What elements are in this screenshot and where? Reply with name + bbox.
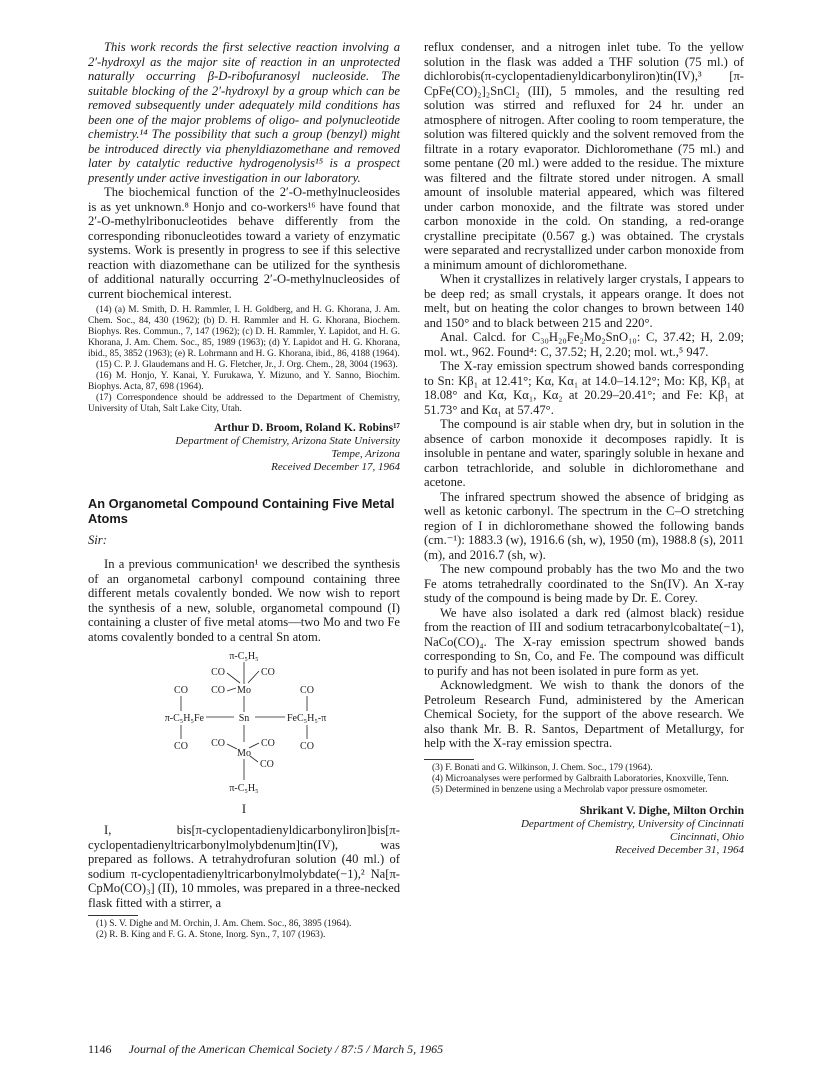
- procedure-paragraph: reflux condenser, and a nitrogen inlet tube. To the yellow solution in the flask was added a THF solution (75 ml.) of dichlorobis(π-cyclopentadienyldicarbonyliron)tin(IV),³ [π-CpFe(CO)₂]₂SnCl₂ (III), 5 mmoles, and the resulting red solution was stirred and refluxed for 24 hr. under an atmosphere of nitrogen. After cooling to room temperature, the solution was filtered quickly and the solvent removed from the filtrate in a rotary evaporator. Dichloromethane (75 ml.) and some pentane (20 ml.) were added to the residue. The mixture was filtered and the filtrate stored under nitrogen. A small amount of insoluble material appeared, which was filtered under carbon monoxide, and the filtrate was stored under carbon monoxide in the cold. On standing, a red-orange crystalline precipitate (0.567 g.) was obtained. The crystals were separated and recrystallized under carbon monoxide from a minimum amount of dichloromethane.: [424, 40, 744, 272]
- co-label: CO: [300, 685, 314, 696]
- footnote-14: (14) (a) M. Smith, D. H. Rammler, I. H. Goldberg, and H. G. Khorana, J. Am. Chem. Soc., 84, 430 (1962); (b) D. H. Rammler and H. G. Khorana, Biochem. Biophys. Res. Commun., 7, 147 (1962); (c) D. H. Rammler, Y. Lapidot, and H. G. Khorana, J. Am. Chem. Soc., 85, 1989 (1963); (d) Y. Lapidot and H. G. Khorana, ibid., 85, 3852 (1963); (e) R. Lohrmann and H. G. Khorana, ibid., 86, 4188 (1964).: [88, 305, 400, 359]
- sig1-authors: Arthur D. Broom, Roland K. Robins¹⁷: [213, 422, 400, 434]
- acknowledgment-paragraph: Acknowledgment. We wish to thank the donors of the Petroleum Research Fund, administered by the American Chemical Society, for the support of the above research. We also thank Mr. B. R. Santos, Department of Metallurgy, for help with the X-ray emission spectra.: [424, 678, 744, 750]
- co-label: CO: [174, 685, 188, 696]
- sig1-place: Tempe, Arizona: [331, 448, 400, 460]
- footnote-15: (15) C. P. J. Glaudemans and H. G. Fletcher, Jr., J. Org. Chem., 28, 3004 (1963).: [96, 360, 398, 370]
- footnotes-top: [88, 305, 400, 415]
- mo-bottom-label: Mo: [237, 748, 251, 759]
- mo-top-label: Mo: [237, 685, 251, 696]
- cp-top-label: π-C₅H₅: [229, 651, 259, 662]
- sig1-received: Received December 17, 1964: [271, 461, 400, 473]
- co-label: CO: [211, 685, 225, 696]
- footnote-4: (4) Microanalyses were performed by Galbraith Laboratories, Knoxville, Tenn.: [432, 773, 729, 784]
- fe-left-label: π-C₅H₅Fe: [164, 713, 204, 724]
- footnote-5: (5) Determined in benzene using a Mechrolab vapor pressure osmometer.: [432, 784, 708, 795]
- footnote-2: (2) R. B. King and F. G. A. Stone, Inorg. Syn., 7, 107 (1963).: [96, 930, 326, 940]
- crystals-paragraph: When it crystallizes in relatively larger crystals, I appears to be deep red; as small crystals, it appears orange. It does not melt, but on heating the color changes to brown between 140 and 150° and to black between 215 and 220°.: [424, 272, 744, 330]
- cp-bottom-label: π-C₅H₅: [229, 783, 259, 794]
- right-column: [424, 40, 744, 857]
- preparation-paragraph: I, bis[π-cyclopentadienyldicarbonyliron]bis[π-cyclopentadienyltricarbonylmolybdenum]tin(IV), was prepared as follows. A tetrahydrofuran solution (40 ml.) of sodium π-cyclopentadienyltricarbonylmolybdate(−1),² Na[π-CpMo(CO)₃] (II), 10 mmoles, was prepared in a three-necked flask fitted with a stirrer, a: [88, 823, 400, 910]
- sig2-dept: Department of Chemistry, University of Cincinnati: [520, 817, 744, 830]
- sig2-place: Cincinnati, Ohio: [670, 830, 744, 843]
- journal-citation: Journal of the American Chemical Society / 87:5 / March 5, 1965: [128, 1042, 444, 1056]
- co-label: CO: [211, 667, 225, 678]
- footnote-17: (17) Correspondence should be addressed to the Department of Chemistry, University of Utah, Salt Lake City, Utah.: [88, 393, 400, 414]
- co-label: CO: [261, 667, 275, 678]
- previous-communication-paragraph: In a previous communication¹ we described the synthesis of an organometal carbonyl compound containing three different metals covalently bonded. We now wish to report the synthesis of a new, soluble, organometal compound (I) containing a cluster of five metal atoms—two Mo and two Fe atoms covalently bonded to a central Sn atom.: [88, 557, 400, 644]
- footnote-16: (16) M. Honjo, Y. Kanai, Y. Furukawa, Y. Mizuno, and Y. Sanno, Biochim. Biophys. Acta, 87, 698 (1964).: [88, 371, 400, 392]
- co-label: CO: [174, 741, 188, 752]
- structure-paragraph: The new compound probably has the two Mo and the two Fe atoms tetrahedrally coordinated to the Sn(IV). An X-ray study of the compound is being made by Dr. E. Corey.: [424, 562, 744, 605]
- co-label: CO: [260, 759, 274, 770]
- structure-diagram: [139, 648, 349, 798]
- left-column: [88, 40, 400, 941]
- footnote-rule: [424, 759, 474, 760]
- cobalt-paragraph: We have also isolated a dark red (almost black) residue from the reaction of III and sodium tetracarbonylcobaltate(−1), NaCo(CO)₄. The X-ray emission spectrum showed bands corresponding to Sn, Co, and Fe. The compound was difficult to purify and has not been isolated in pure form as yet.: [424, 605, 744, 678]
- signature-block-1: [88, 421, 400, 474]
- sig1-dept: Department of Chemistry, Arizona State University: [175, 435, 400, 447]
- footnote-3: (3) F. Bonati and G. Wilkinson, J. Chem. Soc., 179 (1964).: [432, 762, 653, 773]
- co-label: CO: [261, 738, 275, 749]
- fe-right-label: FeC₅H₅-π: [287, 713, 327, 724]
- analysis-paragraph: Anal. Calcd. for C₃₀H₂₀Fe₂Mo₂SnO₁₀: C, 37.42; H, 2.09; mol. wt., 962. Found⁴: C, 37.52; H, 2.20; mol. wt.,⁵ 947.: [424, 330, 744, 359]
- page-number: 1146: [88, 1042, 112, 1056]
- footnote-1: (1) S. V. Dighe and M. Orchin, J. Am. Chem. Soc., 86, 3895 (1964).: [96, 919, 352, 929]
- co-label: CO: [300, 741, 314, 752]
- stability-paragraph: The compound is air stable when dry, but in solution in the absence of carbon monoxide it decomposes rapidly. It is insoluble in pentane and water, sparingly soluble in hexane and carbon tetrachloride, and soluble in dichloromethane and acetone.: [424, 417, 744, 489]
- xray-paragraph: The X-ray emission spectrum showed bands corresponding to Sn: Kβ₁ at 12.41°; Kα, Kα₁ at 14.0–14.12°; Mo: Kβ, Kβ₁ at 18.08° and Kα, Kα₁, Kα₂ at 20.29–20.41°; and Fe: Kβ₁ at 51.73° and Kα₁ at 57.47°.: [424, 359, 744, 417]
- sig2-received: Received December 31, 1964: [615, 843, 744, 856]
- compound-label: I: [241, 802, 247, 816]
- signature-block-2: [424, 804, 744, 857]
- intro-paragraph: This work records the first selective reaction involving a 2′-hydroxyl as the major site of reaction in an unprotected naturally occurring β-D-ribofuranosyl nucleoside. The suitable blocking of the 2′-hydroxyl by a group which can be removed subsequently under adequately mild conditions has been one of the major problems of oligo- and polynucleotide chemistry.¹⁴ The possibility that such a group (benzyl) might be introduced directly via phenyldiazomethane and removed later by catalytic reductive hydrogenolysis¹⁵ is a prospect presently under active investigation in our laboratory.: [88, 40, 400, 185]
- biochemical-paragraph: The biochemical function of the 2′-O-methylnucleosides is as yet unknown.⁸ Honjo and co-workers¹⁶ have found that 2′-O-methylribonucleotides behave differently from the corresponding ribonucleotides toward a variety of enzymatic systems. Work is presently in progress to see if this selective reaction with diazomethane can be utilized for the synthesis of additional naturally occurring 2′-O-methylnucleosides of current biochemical interest.: [88, 185, 400, 301]
- salutation: Sir:: [88, 533, 107, 547]
- sn-label: Sn: [238, 713, 250, 724]
- page-footer: [88, 1042, 443, 1057]
- footnote-rule: [88, 915, 138, 916]
- infrared-paragraph: The infrared spectrum showed the absence of bridging as well as ketonic carbonyl. The spectrum in the C–O stretching region of I in dichloromethane showed the following bands (cm.⁻¹): 1883.3 (w), 1916.6 (sh, w), 1950 (m), 1988.8 (s), 2011 (m), and 2016.7 (sh, w).: [424, 489, 744, 562]
- co-label: CO: [211, 738, 225, 749]
- sig2-authors: Shrikant V. Dighe, Milton Orchin: [579, 804, 744, 817]
- article-title: An Organometal Compound Containing Five Metal Atoms: [88, 496, 395, 526]
